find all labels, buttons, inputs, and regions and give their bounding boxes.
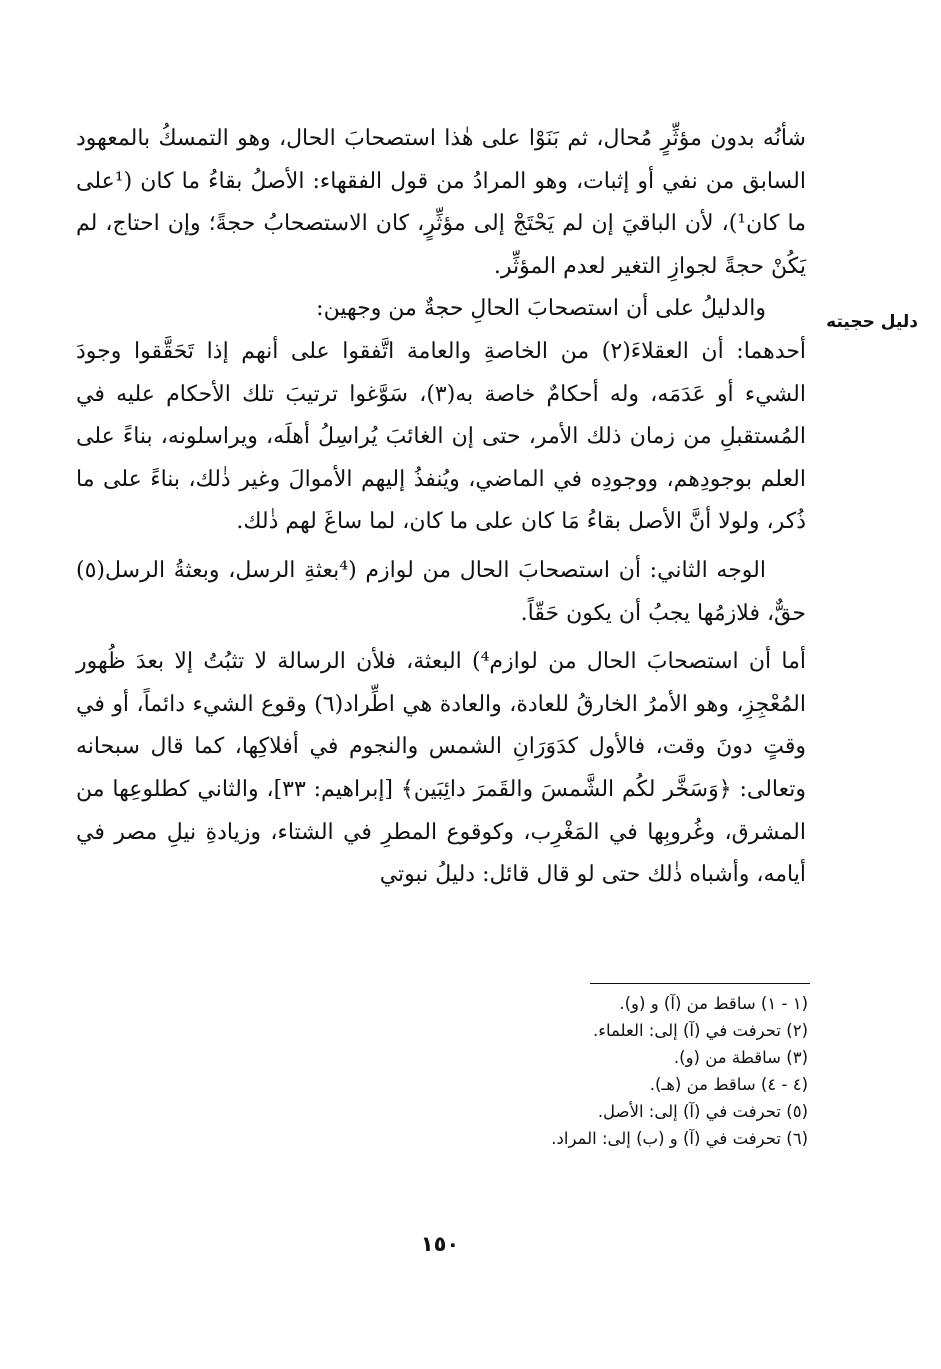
footnote: (٤ - ٤) ساقط من (هـ). xyxy=(649,1075,808,1094)
footnotes xyxy=(300,990,808,1152)
footnote-separator xyxy=(590,983,810,984)
footnote: (٢) تحرفت في (آ) إلى: العلماء. xyxy=(592,1021,808,1040)
margin-note: دليل حجيته xyxy=(826,312,918,332)
paragraph-4: الوجه الثاني: أن استصحابَ الحال من لوازم (⁴بعثةِ الرسل، وبعثةُ الرسل(٥) حقٌّ، فلازمُها يجبُ أن يكون حَقّاً. xyxy=(76,557,806,626)
footnote: (١ - ١) ساقط من (آ) و (و). xyxy=(619,994,808,1013)
paragraph-1: شأنُه بدون مؤثِّرٍ مُحال، ثم بَنَوْا على هٰذا استصحابَ الحال، وهو التمسكُ بالمعهود السابق من نفي أو إثبات، وهو المرادُ من قول الفقهاء: الأصلُ بقاءُ ما كان (¹على ما كان¹)، لأن الباقيَ إن لم يَحْتَجْ إلى مؤثِّرٍ، كان الاستصحابُ حجةً؛ وإن احتاج، لم يَكُنْ حجةً لجوازِ التغير لعدم المؤثِّر. xyxy=(76,126,806,279)
paragraph-5: أما أن استصحابَ الحال من لوازم⁴) البعثة، فلأن الرسالة لا تثبُتُ إلا بعدَ ظُهور المُعْجِزِ، وهو الأمرُ الخارقُ للعادة، والعادة هي اطِّراد(٦) وقوع الشيء دائماً، أو في وقتٍ دونَ وقت، فالأول كدَوَرَانِ الشمس والنجوم في أفلاكِها، كما قال سبحانه وتعالى: ﴿وَسَخَّر لكُم الشَّمسَ والقَمرَ دائِبَين﴾ [إبراهيم: ٣٣]، والثاني كطلوعِها من المشرق، وغُروبِها في المَغْرِب، وكوقوع المطرِ في الشتاء، وزيادةِ نيلِ مصر في أيامه، وأشباه ذٰلك حتى لو قال قائل: دليلُ نبوتي xyxy=(76,649,807,888)
page-number: ١٥٠ xyxy=(420,1232,460,1256)
paragraph-3: أحدهما: أن العقلاءَ(٢) من الخاصةِ والعامة اتَّفقوا على أنهم إذا تَحَقَّقوا وجودَ الشيء أو عَدَمَه، وله أحكامٌ خاصة به(٣)، سَوَّغوا ترتيبَ تلك الأحكام عليه في المُستقبلِ من زمان ذلك الأمر، حتى إن الغائبَ يُراسِلُ أهلَه، ويراسلونه، بناءً على العلم بوجودِهم، ووجودِه في الماضي، ويُنفذُ إليهم الأموالَ وغير ذٰلك، بناءً على ما ذُكر، ولولا أنَّ الأصل بقاءُ مَا كان على ما كان، لما ساغَ لهم ذٰلك. xyxy=(76,338,806,535)
footnote: (٥) تحرفت في (آ) إلى: الأصل. xyxy=(597,1102,808,1121)
footnote: (٣) ساقطة من (و). xyxy=(673,1048,808,1067)
main-text xyxy=(76,118,806,897)
footnote: (٦) تحرفت في (آ) و (ب) إلى: المراد. xyxy=(551,1129,808,1148)
paragraph-2: والدليلُ على أن استصحابَ الحالِ حجةٌ من وجهين: xyxy=(316,296,766,322)
